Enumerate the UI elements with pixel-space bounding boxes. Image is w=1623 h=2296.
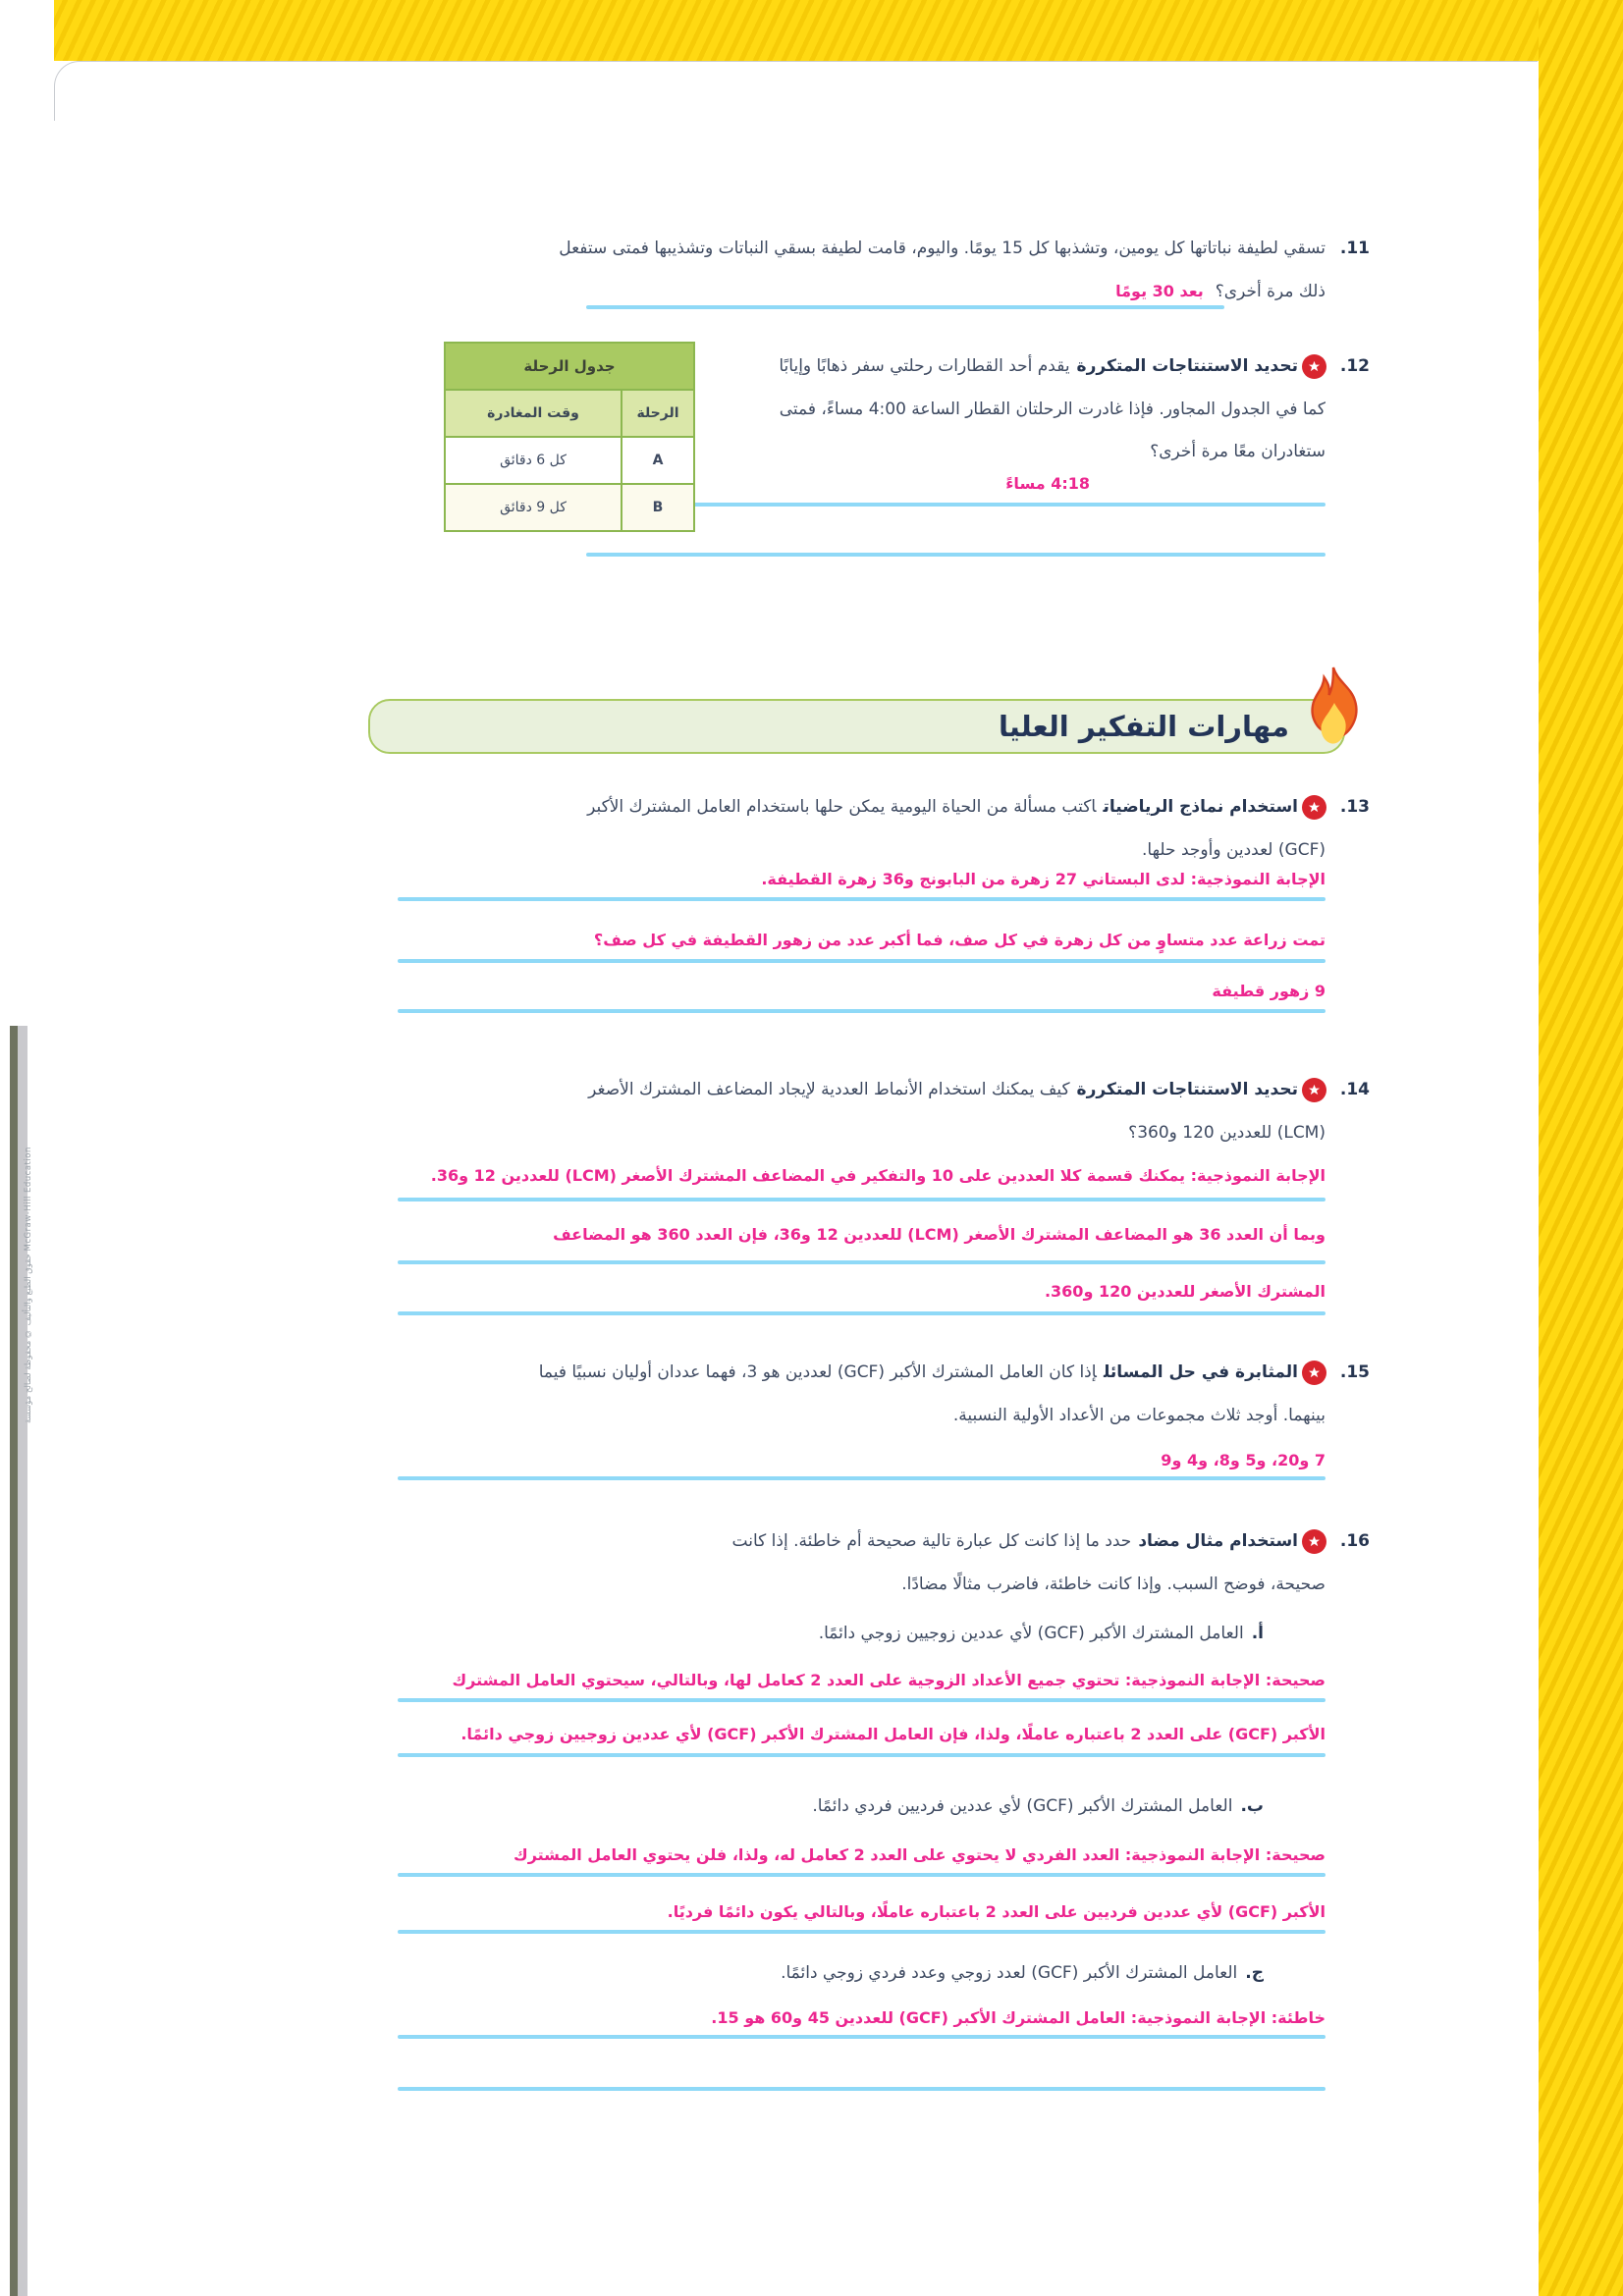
problem-11-number: 11.: [1339, 239, 1370, 258]
table-row: [445, 437, 694, 484]
trip-b-time-cell: كل 9 دقائق: [445, 484, 622, 531]
problem-14-number: 14.: [1339, 1080, 1370, 1099]
problem-11-line1: تسقي لطيفة نباتاتها كل يومين، وتشذبها كل 15 يومًا. واليوم، قامت لطيفة بسقي النباتات وتشذيبها فمتى ستفعل: [559, 239, 1325, 258]
column-header-trip: الرحلة: [622, 390, 694, 437]
math-practice-badge-icon: [1302, 795, 1326, 820]
problem-15-number: 15.: [1339, 1362, 1370, 1382]
problem-15-skill-title: المثابرة في حل المسائل: [1103, 1362, 1298, 1382]
answer-line: [586, 553, 1325, 557]
item-b-label: ب.: [1240, 1796, 1264, 1816]
answer-line: [398, 1873, 1325, 1877]
problem-12-line1: [779, 356, 1298, 377]
trip-a-time-cell: كل 6 دقائق: [445, 437, 622, 484]
problem-16-statement: حدد ما إذا كانت كل عبارة تالية صحيحة أم خاطئة. إذا كانت: [731, 1531, 1132, 1551]
item-a-answer-2: الأكبر (GCF) على العدد 2 باعتباره عاملًا، ولذا، فإن العامل المشترك الأكبر (GCF) لأي عددين زوجيين زوجي دائمًا.: [460, 1725, 1325, 1743]
trip-schedule-table: [444, 342, 695, 532]
answer-line: [398, 1198, 1325, 1201]
problem-16-item-c: [781, 1963, 1264, 1984]
problem-16-number: 16.: [1339, 1531, 1370, 1551]
flame-icon: [1298, 664, 1371, 756]
item-a-text: العامل المشترك الأكبر (GCF) لأي عددين زوجيين زوجي دائمًا.: [818, 1624, 1244, 1643]
item-c-answer: خاطئة: الإجابة النموذجية: العامل المشترك الأكبر (GCF) للعددين 45 و60 هو 15.: [711, 2008, 1325, 2027]
answer-line: [398, 1753, 1325, 1757]
trip-a-cell: A: [622, 437, 694, 484]
star-icon: [1308, 360, 1321, 373]
section-title: مهارات التفكير العليا: [998, 710, 1289, 743]
problem-16-skill-title: استخدام مثال مضاد: [1138, 1531, 1298, 1551]
problem-13-answer-1: الإجابة النموذجية: لدى البستاني 27 زهرة من البابونج و36 زهرة القطيفة.: [761, 870, 1325, 888]
answer-line: [398, 1260, 1325, 1264]
answer-line: [398, 1698, 1325, 1702]
problem-14-skill-title: تحديد الاستنتاجات المتكررة: [1076, 1080, 1298, 1099]
problem-12-line2: كما في الجدول المجاور. فإذا غادرت الرحلتان القطار الساعة 4:00 مساءً، فمتى: [779, 400, 1325, 419]
item-b-answer-2: الأكبر (GCF) لأي عددين فرديين على العدد 2 باعتباره عاملًا، وبالتالي يكون دائمًا فرديًا.: [667, 1902, 1325, 1921]
item-c-text: العامل المشترك الأكبر (GCF) لعدد زوجي وعدد فردي زوجي دائمًا.: [781, 1963, 1238, 1983]
answer-line: [398, 1009, 1325, 1013]
problem-13-answer-3: 9 زهور قطيفة: [1212, 982, 1325, 1000]
item-b-text: العامل المشترك الأكبر (GCF) لأي عددين فرديين فردي دائمًا.: [812, 1796, 1233, 1816]
answer-line: [398, 2035, 1325, 2039]
table-row: [445, 484, 694, 531]
problem-14-answer-1: الإجابة النموذجية: يمكنك قسمة كلا العددين على 10 والتفكير في المضاعف المشترك الأصغر (LCM) للعددين 12 و36.: [430, 1166, 1325, 1185]
answer-line: [398, 1930, 1325, 1934]
section-header-bar: [368, 699, 1345, 754]
problem-14-answer-2: وبما أن العدد 36 هو المضاعف المشترك الأصغر (LCM) للعددين 12 و36، فإن العدد 360 هو المضاعف: [553, 1225, 1325, 1244]
yellow-right-band: [1539, 0, 1623, 2296]
problem-14-statement: كيف يمكنك استخدام الأنماط العددية لإيجاد المضاعف المشترك الأصغر: [588, 1080, 1070, 1099]
problem-13-answer-2: تمت زراعة عدد متساوٍ من كل زهرة في كل صف، فما أكبر عدد من زهور القطيفة في كل صف؟: [593, 931, 1325, 949]
math-practice-badge-icon: [1302, 354, 1326, 379]
page-spine-dark-strip: [10, 1026, 18, 2296]
copyright-vertical-text: حقوق الطبع والتأليف © محفوظة لصالح مؤسسة McGraw-Hill Education: [24, 1147, 33, 1423]
page-corner-border: [54, 61, 1538, 121]
column-header-time: وقت المغادرة: [445, 390, 622, 437]
item-a-label: أ.: [1251, 1624, 1264, 1643]
problem-15-answer: 7 و20، و5 و8، و4 و9: [1161, 1451, 1325, 1469]
problem-11-question: ذلك مرة أخرى؟: [1215, 282, 1325, 301]
answer-line: [398, 2087, 1325, 2091]
problem-16-line2: صحيحة، فوضح السبب. وإذا كانت خاطئة، فاضرب مثالًا مضادًا.: [901, 1575, 1325, 1594]
problem-12-number: 12.: [1339, 356, 1370, 376]
answer-line: [398, 1311, 1325, 1315]
problem-11-answer: بعد 30 يومًا: [1115, 282, 1204, 300]
problem-12-line3: ستغادران معًا مرة أخرى؟: [1150, 442, 1325, 461]
trip-b-cell: B: [622, 484, 694, 531]
answer-line: [398, 897, 1325, 901]
answer-line: [398, 1476, 1325, 1480]
problem-14-line2: (LCM) للعددين 120 و360؟: [1128, 1123, 1325, 1143]
problem-11-line2: [1115, 282, 1325, 302]
item-b-answer-1: صحيحة: الإجابة النموذجية: العدد الفردي لا يحتوي على العدد 2 كعامل له، ولذا، فلن يحتوي العامل المشترك: [514, 1845, 1325, 1864]
problem-13-line2: (GCF) لعددين وأوجد حلها.: [1142, 840, 1325, 860]
answer-line: [586, 503, 1325, 507]
math-practice-badge-icon: [1302, 1078, 1326, 1102]
problem-12-statement: يقدم أحد القطارات رحلتي سفر ذهابًا وإيابًا: [779, 356, 1070, 376]
problem-14-line1: [588, 1080, 1298, 1100]
problem-16-line1: [732, 1531, 1298, 1552]
answer-line: [398, 959, 1325, 963]
answer-line: [586, 305, 1224, 309]
math-practice-badge-icon: [1302, 1529, 1326, 1554]
yellow-top-band: [54, 0, 1623, 61]
problem-13-number: 13.: [1339, 797, 1370, 817]
problem-16-item-b: [812, 1796, 1264, 1817]
problem-13-skill-title: استخدام نماذج الرياضيات: [1103, 797, 1298, 817]
problem-13-statement: اكتب مسألة من الحياة اليومية يمكن حلها باستخدام العامل المشترك الأكبر: [587, 797, 1097, 817]
math-practice-badge-icon: [1302, 1361, 1326, 1385]
problem-12-answer: 4:18 مساءً: [1005, 474, 1090, 493]
table-title: جدول الرحلة: [445, 343, 694, 390]
item-c-label: ج.: [1245, 1963, 1264, 1983]
problem-12-skill-title: تحديد الاستنتاجات المتكررة: [1076, 356, 1298, 376]
item-a-answer-1: صحيحة: الإجابة النموذجية: تحتوي جميع الأعداد الزوجية على العدد 2 كعامل لها، وبالتالي، سيحتوي العامل المشترك: [452, 1671, 1325, 1689]
problem-14-answer-3: المشترك الأصغر للعددين 120 و360.: [1044, 1282, 1325, 1301]
problem-15-line2: بينهما. أوجد ثلاث مجموعات من الأعداد الأولية النسبية.: [952, 1406, 1325, 1425]
problem-16-item-a: [819, 1624, 1264, 1644]
problem-15-line1: [539, 1362, 1298, 1383]
problem-15-statement: إذا كان العامل المشترك الأكبر (GCF) لعددين هو 3، فهما عددان أوليان نسبيًا فيما: [538, 1362, 1097, 1382]
problem-13-line1: [587, 797, 1298, 818]
